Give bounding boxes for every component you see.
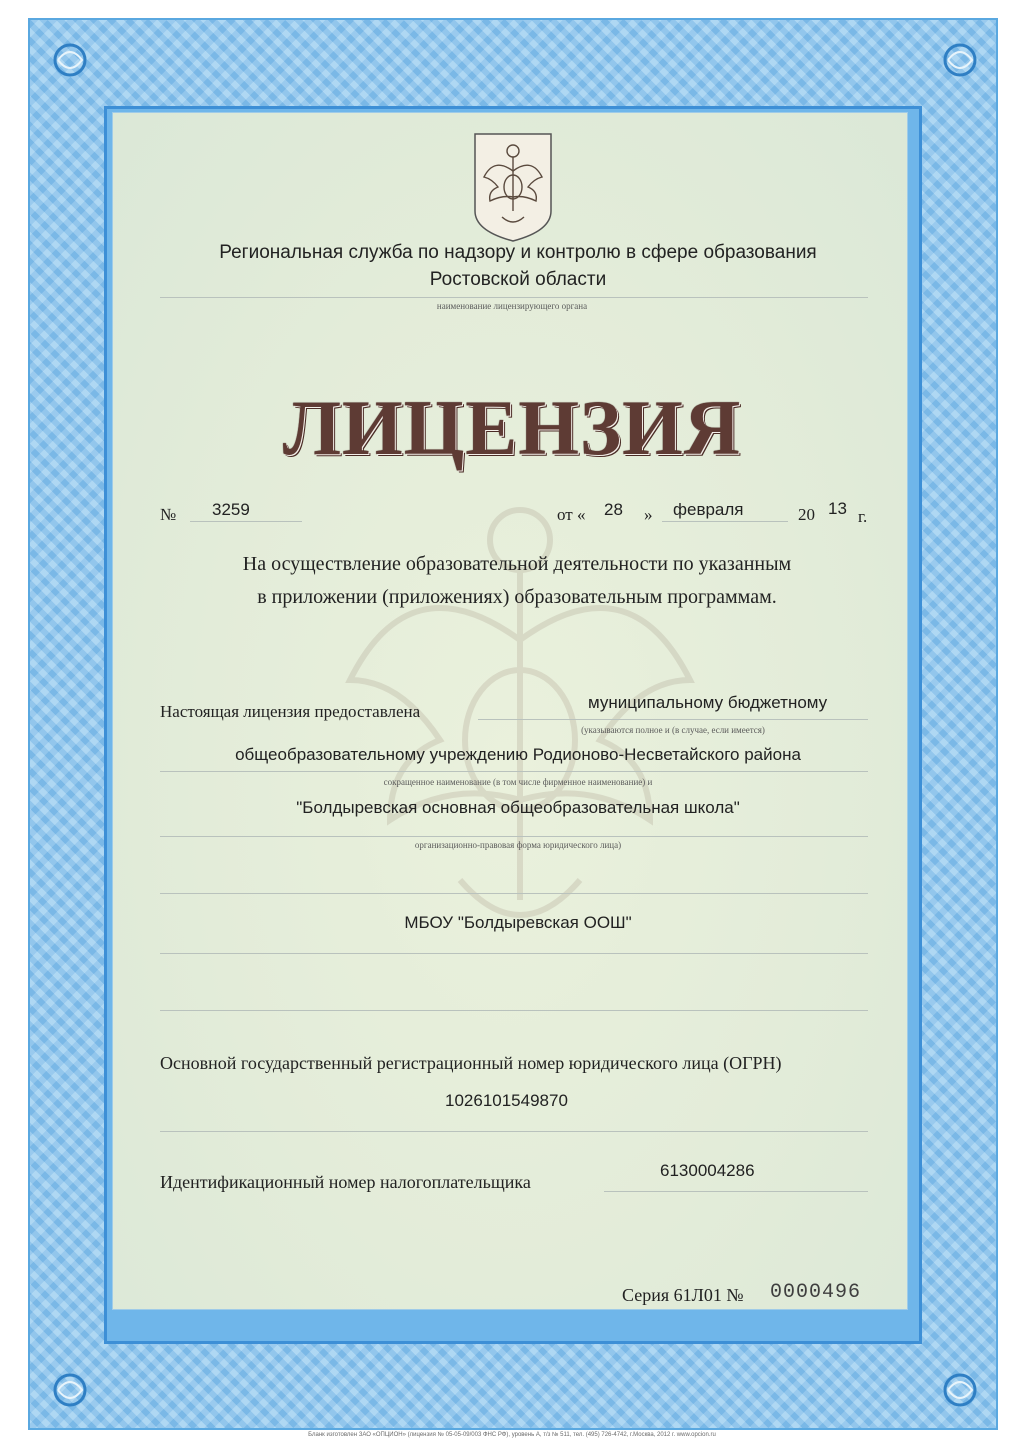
- inn-underline: [604, 1191, 868, 1192]
- licensee-short-name: МБОУ "Болдыревская ООШ": [404, 913, 632, 932]
- license-month: февраля: [673, 500, 744, 519]
- ogrn-underline: [160, 1131, 868, 1132]
- date-from-label: от «: [557, 505, 586, 524]
- authority-name-line2: Ростовской области: [429, 269, 607, 290]
- licensee-underline-1: [478, 719, 868, 720]
- licensee-caption-3: организационно-правовая форма юридического лица): [414, 840, 622, 850]
- purpose-line1: На осуществление образовательной деятельности по указанным: [242, 553, 792, 575]
- series-number: 0000496: [770, 1281, 862, 1304]
- authority-name-line1: Региональная служба по надзору и контролю в сфере образования: [219, 242, 817, 263]
- license-year-suffix: 13: [828, 499, 847, 518]
- license-month-underline: [662, 521, 788, 522]
- short-name-underline: [160, 953, 868, 954]
- license-number-label: №: [160, 505, 177, 524]
- license-day: 28: [604, 500, 623, 519]
- scroll-ornament-icon: [940, 1370, 980, 1410]
- page-title: ЛИЦЕНЗИЯ: [282, 384, 742, 471]
- license-year-prefix: 20: [798, 505, 815, 524]
- scroll-ornament-icon: [50, 40, 90, 80]
- ogrn-label: Основной государственный регистрационный номер юридического лица (ОГРН): [160, 1053, 782, 1073]
- licensee-name-line1: муниципальному бюджетному: [588, 693, 828, 712]
- licensee-underline-2: [160, 771, 868, 772]
- series-label: Серия 61Л01 №: [622, 1285, 744, 1305]
- licensee-name-line3: "Болдыревская основная общеобразовательная школа": [296, 798, 740, 817]
- date-day-close: »: [644, 505, 653, 524]
- inn-value: 6130004286: [660, 1161, 755, 1180]
- blank-line: [160, 893, 868, 894]
- licensee-caption-1: (указываются полное и (в случае, если имеется): [581, 725, 765, 735]
- licensee-underline-3: [160, 836, 868, 837]
- licensee-caption-2: сокращенное наименование (в том числе фирменное наименование) и: [383, 777, 653, 787]
- licensee-label: Настоящая лицензия предоставлена: [160, 702, 421, 721]
- authority-underline: [160, 297, 868, 298]
- authority-caption: наименование лицензирующего органа: [436, 301, 588, 311]
- ogrn-value: 1026101549870: [445, 1091, 568, 1110]
- license-number: 3259: [212, 500, 250, 519]
- inn-label: Идентификационный номер налогоплательщика: [160, 1172, 531, 1192]
- scroll-ornament-icon: [50, 1370, 90, 1410]
- blank-line: [160, 1010, 868, 1011]
- coat-of-arms-icon: [472, 131, 554, 243]
- printer-footer: Бланк изготовлен ЗАО «ОПЦИОН» (лицензия № 05-05-09/003 ФНС РФ), уровень А, т/з № 511, тел. (495) 726-4742, г.Москва, 2012 г. www.opcion.ru: [308, 1432, 716, 1438]
- purpose-line2: в приложении (приложениях) образовательным программам.: [257, 586, 777, 608]
- scroll-ornament-icon: [940, 40, 980, 80]
- licensee-name-line2: общеобразовательному учреждению Родионово-Несветайского района: [235, 745, 801, 764]
- license-number-underline: [190, 521, 302, 522]
- license-year-label: г.: [858, 507, 868, 526]
